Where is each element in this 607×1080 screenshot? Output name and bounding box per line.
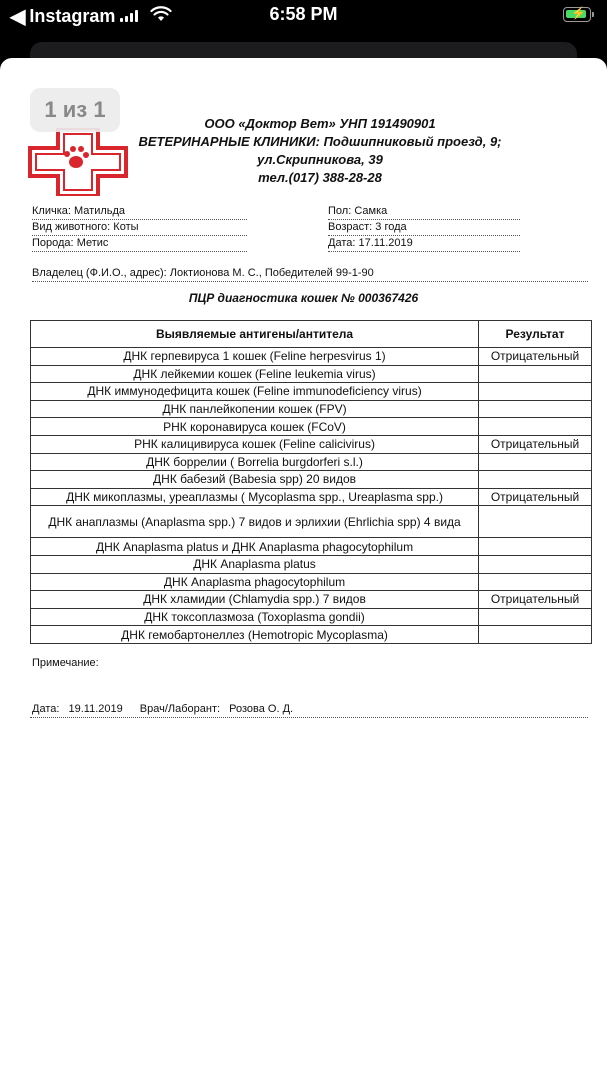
date-value: 17.11.2019: [358, 237, 413, 249]
table-row: [31, 435, 592, 453]
antigen-cell: ДНК Anaplasma phagocytophilum: [31, 573, 479, 591]
result-cell: Отрицательный: [479, 348, 592, 366]
antigen-cell: ДНК Anaplasma platus и ДНК Anaplasma phagocytophilum: [31, 538, 479, 556]
status-bar: [0, 0, 607, 34]
antigen-cell: ДНК микоплазмы, уреаплазмы ( Mycoplasma spp., Ureaplasma spp.): [31, 488, 479, 506]
clinic-line-2: ВЕТЕРИНАРНЫЕ КЛИНИКИ: Подшипниковый проезд, 9;: [138, 134, 502, 149]
species-value: Коты: [113, 221, 139, 233]
table-row: [31, 488, 592, 506]
antigen-cell: ДНК Anaplasma platus: [31, 555, 479, 573]
antigen-cell: ДНК боррелии ( Borrelia burgdorferi s.l.): [31, 453, 479, 471]
table-row: [31, 573, 592, 591]
clinic-line-3: ул.Скрипникова, 39: [257, 152, 383, 167]
antigen-cell: ДНК панлейкопении кошек (FPV): [31, 400, 479, 418]
col-header-antigen: Выявляемые антигены/антитела: [31, 321, 479, 348]
antigen-cell: ДНК герпевируса 1 кошек (Feline herpesvirus 1): [31, 348, 479, 366]
antigen-cell: ДНК хламидии (Chlamydia spp.) 7 видов: [31, 591, 479, 609]
table-row: [31, 418, 592, 436]
battery-charging-icon: ⚡: [563, 7, 591, 22]
table-row: [31, 626, 592, 644]
clinic-header: [135, 115, 505, 187]
result-cell: [479, 418, 592, 436]
field-date: [328, 237, 413, 250]
result-cell: [479, 383, 592, 401]
footer-doctor-value: Розова О. Д.: [229, 703, 294, 715]
age-value: 3 года: [375, 221, 407, 233]
owner-value: Локтионова М. С., Победителей 99-1-90: [169, 267, 374, 279]
table-row: [31, 348, 592, 366]
clock: 6:58 PM: [269, 4, 338, 24]
antigen-cell: ДНК бабезий (Babesia spp) 20 видов: [31, 471, 479, 489]
field-owner: [32, 267, 374, 280]
table-row: [31, 608, 592, 626]
table-row: [31, 471, 592, 489]
table-header-row: [31, 321, 592, 348]
field-species: [32, 221, 139, 234]
result-cell: [479, 506, 592, 538]
table-row: [31, 538, 592, 556]
table-row: [31, 365, 592, 383]
species-label: Вид животного:: [32, 221, 111, 233]
col-header-result: Результат: [479, 321, 592, 348]
antigen-cell: ДНК анаплазмы (Anaplasma spp.) 7 видов и эрлихии (Ehrlichia spp) 4 вида: [31, 506, 479, 538]
result-cell: Отрицательный: [479, 488, 592, 506]
clinic-line-1: ООО «Доктор Вет» УНП 191490901: [204, 116, 436, 131]
result-cell: [479, 453, 592, 471]
table-row: [31, 506, 592, 538]
result-cell: [479, 626, 592, 644]
result-cell: [479, 471, 592, 489]
breed-value: Метис: [76, 237, 109, 249]
page-indicator: 1 из 1: [30, 88, 120, 132]
result-cell: [479, 555, 592, 573]
footer-date-label: Дата:: [32, 703, 60, 715]
sex-value: Самка: [354, 205, 388, 217]
antigen-cell: ДНК лейкемии кошек (Feline leukemia virus): [31, 365, 479, 383]
date-label: Дата:: [328, 237, 356, 249]
result-cell: [479, 365, 592, 383]
antigen-cell: ДНК токсоплазмоза (Toxoplasma gondii): [31, 608, 479, 626]
document-footer: [32, 703, 299, 715]
footer-date-value: 19.11.2019: [68, 703, 123, 715]
result-cell: [479, 573, 592, 591]
field-name: [32, 205, 125, 218]
result-cell: Отрицательный: [479, 591, 592, 609]
table-row: [31, 555, 592, 573]
antigen-cell: РНК коронавируса кошек (FCoV): [31, 418, 479, 436]
name-label: Кличка:: [32, 205, 71, 217]
table-row: [31, 453, 592, 471]
sex-label: Пол:: [328, 205, 352, 217]
result-cell: [479, 400, 592, 418]
document-title: ПЦР диагностика кошек № 000367426: [188, 291, 419, 305]
result-cell: Отрицательный: [479, 435, 592, 453]
table-row: [31, 383, 592, 401]
table-row: [31, 591, 592, 609]
antigen-cell: РНК калицивируса кошек (Feline calicivirus): [31, 435, 479, 453]
result-cell: [479, 608, 592, 626]
field-breed: [32, 237, 108, 250]
back-app-label: Instagram: [29, 6, 116, 26]
note-label: Примечание:: [32, 657, 99, 669]
clinic-logo-cross-paw: [28, 128, 128, 196]
antigen-cell: ДНК иммунодефицита кошек (Feline immunodeficiency virus): [31, 383, 479, 401]
clinic-line-4: тел.(017) 388-28-28: [258, 170, 382, 185]
table-row: [31, 400, 592, 418]
chevron-left-icon: ◀: [10, 6, 26, 28]
name-value: Матильда: [74, 205, 126, 217]
result-cell: [479, 538, 592, 556]
footer-doctor-label: Врач/Лаборант:: [139, 703, 221, 715]
breed-label: Порода:: [32, 237, 74, 249]
age-label: Возраст:: [328, 221, 373, 233]
results-table: [30, 320, 592, 644]
field-age: [328, 221, 407, 234]
field-sex: [328, 205, 387, 218]
owner-label: Владелец (Ф.И.О., адрес):: [32, 267, 167, 279]
antigen-cell: ДНК гемобартонеллез (Hemotropic Mycoplasma): [31, 626, 479, 644]
